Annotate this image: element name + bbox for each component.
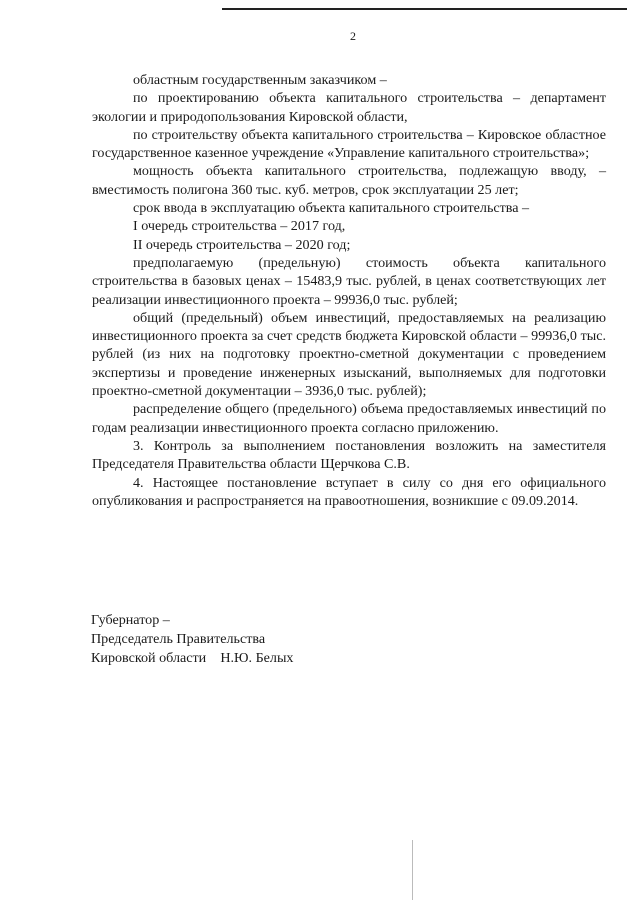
paragraph: II очередь строительства – 2020 год; [133, 236, 351, 253]
signature-region-line [91, 649, 293, 668]
scan-artifact [412, 840, 413, 900]
paragraph: I очередь строительства – 2017 год, [133, 218, 346, 235]
signature-block [91, 611, 293, 668]
signature-title-line: Председатель Правительства [91, 631, 266, 647]
paragraph: распределение общего (предельного) объема предоставляемых инвестиций по годам реализации инвестиционного проекта согласно приложению. [92, 401, 606, 436]
document-body [92, 71, 606, 510]
signature-title-line: Губернатор – [91, 612, 170, 628]
signature-name: Н.Ю. Белых [220, 650, 294, 666]
paragraph: предполагаемую (предельную) стоимость объекта капитального строительства в базовых ценах – 15483,9 тыс. рублей, в ценах соответствующих лет реализации инвестиционного проекта – 99936,0 тыс. рублей; [92, 254, 606, 308]
paragraph: срок ввода в эксплуатацию объекта капитального строительства – [133, 200, 530, 217]
paragraph: общий (предельный) объем инвестиций, предоставляемых на реализацию инвестиционного проекта за счет средств бюджета Кировской области – 99936,0 тыс. рублей (из них на подготовку проектно-сметной документации с проведением экспертизы и проведение инженерных изысканий, выполняемых для подготовки проектно-сметной документации – 3936,0 тыс. рублей); [92, 309, 606, 400]
top-rule [222, 8, 627, 10]
paragraph: мощность объекта капитального строительства, подлежащую вводу, – вместимость полигона 360 тыс. куб. метров, срок эксплуатации 25 лет; [92, 163, 606, 198]
paragraph: областным государственным заказчиком – [133, 72, 387, 88]
paragraph: по строительству объекта капитального строительства – Кировское областное государственное казенное учреждение «Управление капитального строительства»; [92, 126, 606, 162]
paragraph: 3. Контроль за выполнением постановления возложить на заместителя Председателя Правительства области Щерчкова С.В. [92, 437, 606, 473]
paragraph: 4. Настоящее постановление вступает в силу со дня его официального опубликования и распространяется на правоотношения, возникшие с 09.09.2014. [92, 474, 606, 509]
signature-region: Кировской области [91, 650, 207, 666]
paragraph: по проектированию объекта капитального строительства – департамент экологии и природопользования Кировской области, [92, 90, 606, 125]
page-number: 2 [350, 29, 356, 43]
